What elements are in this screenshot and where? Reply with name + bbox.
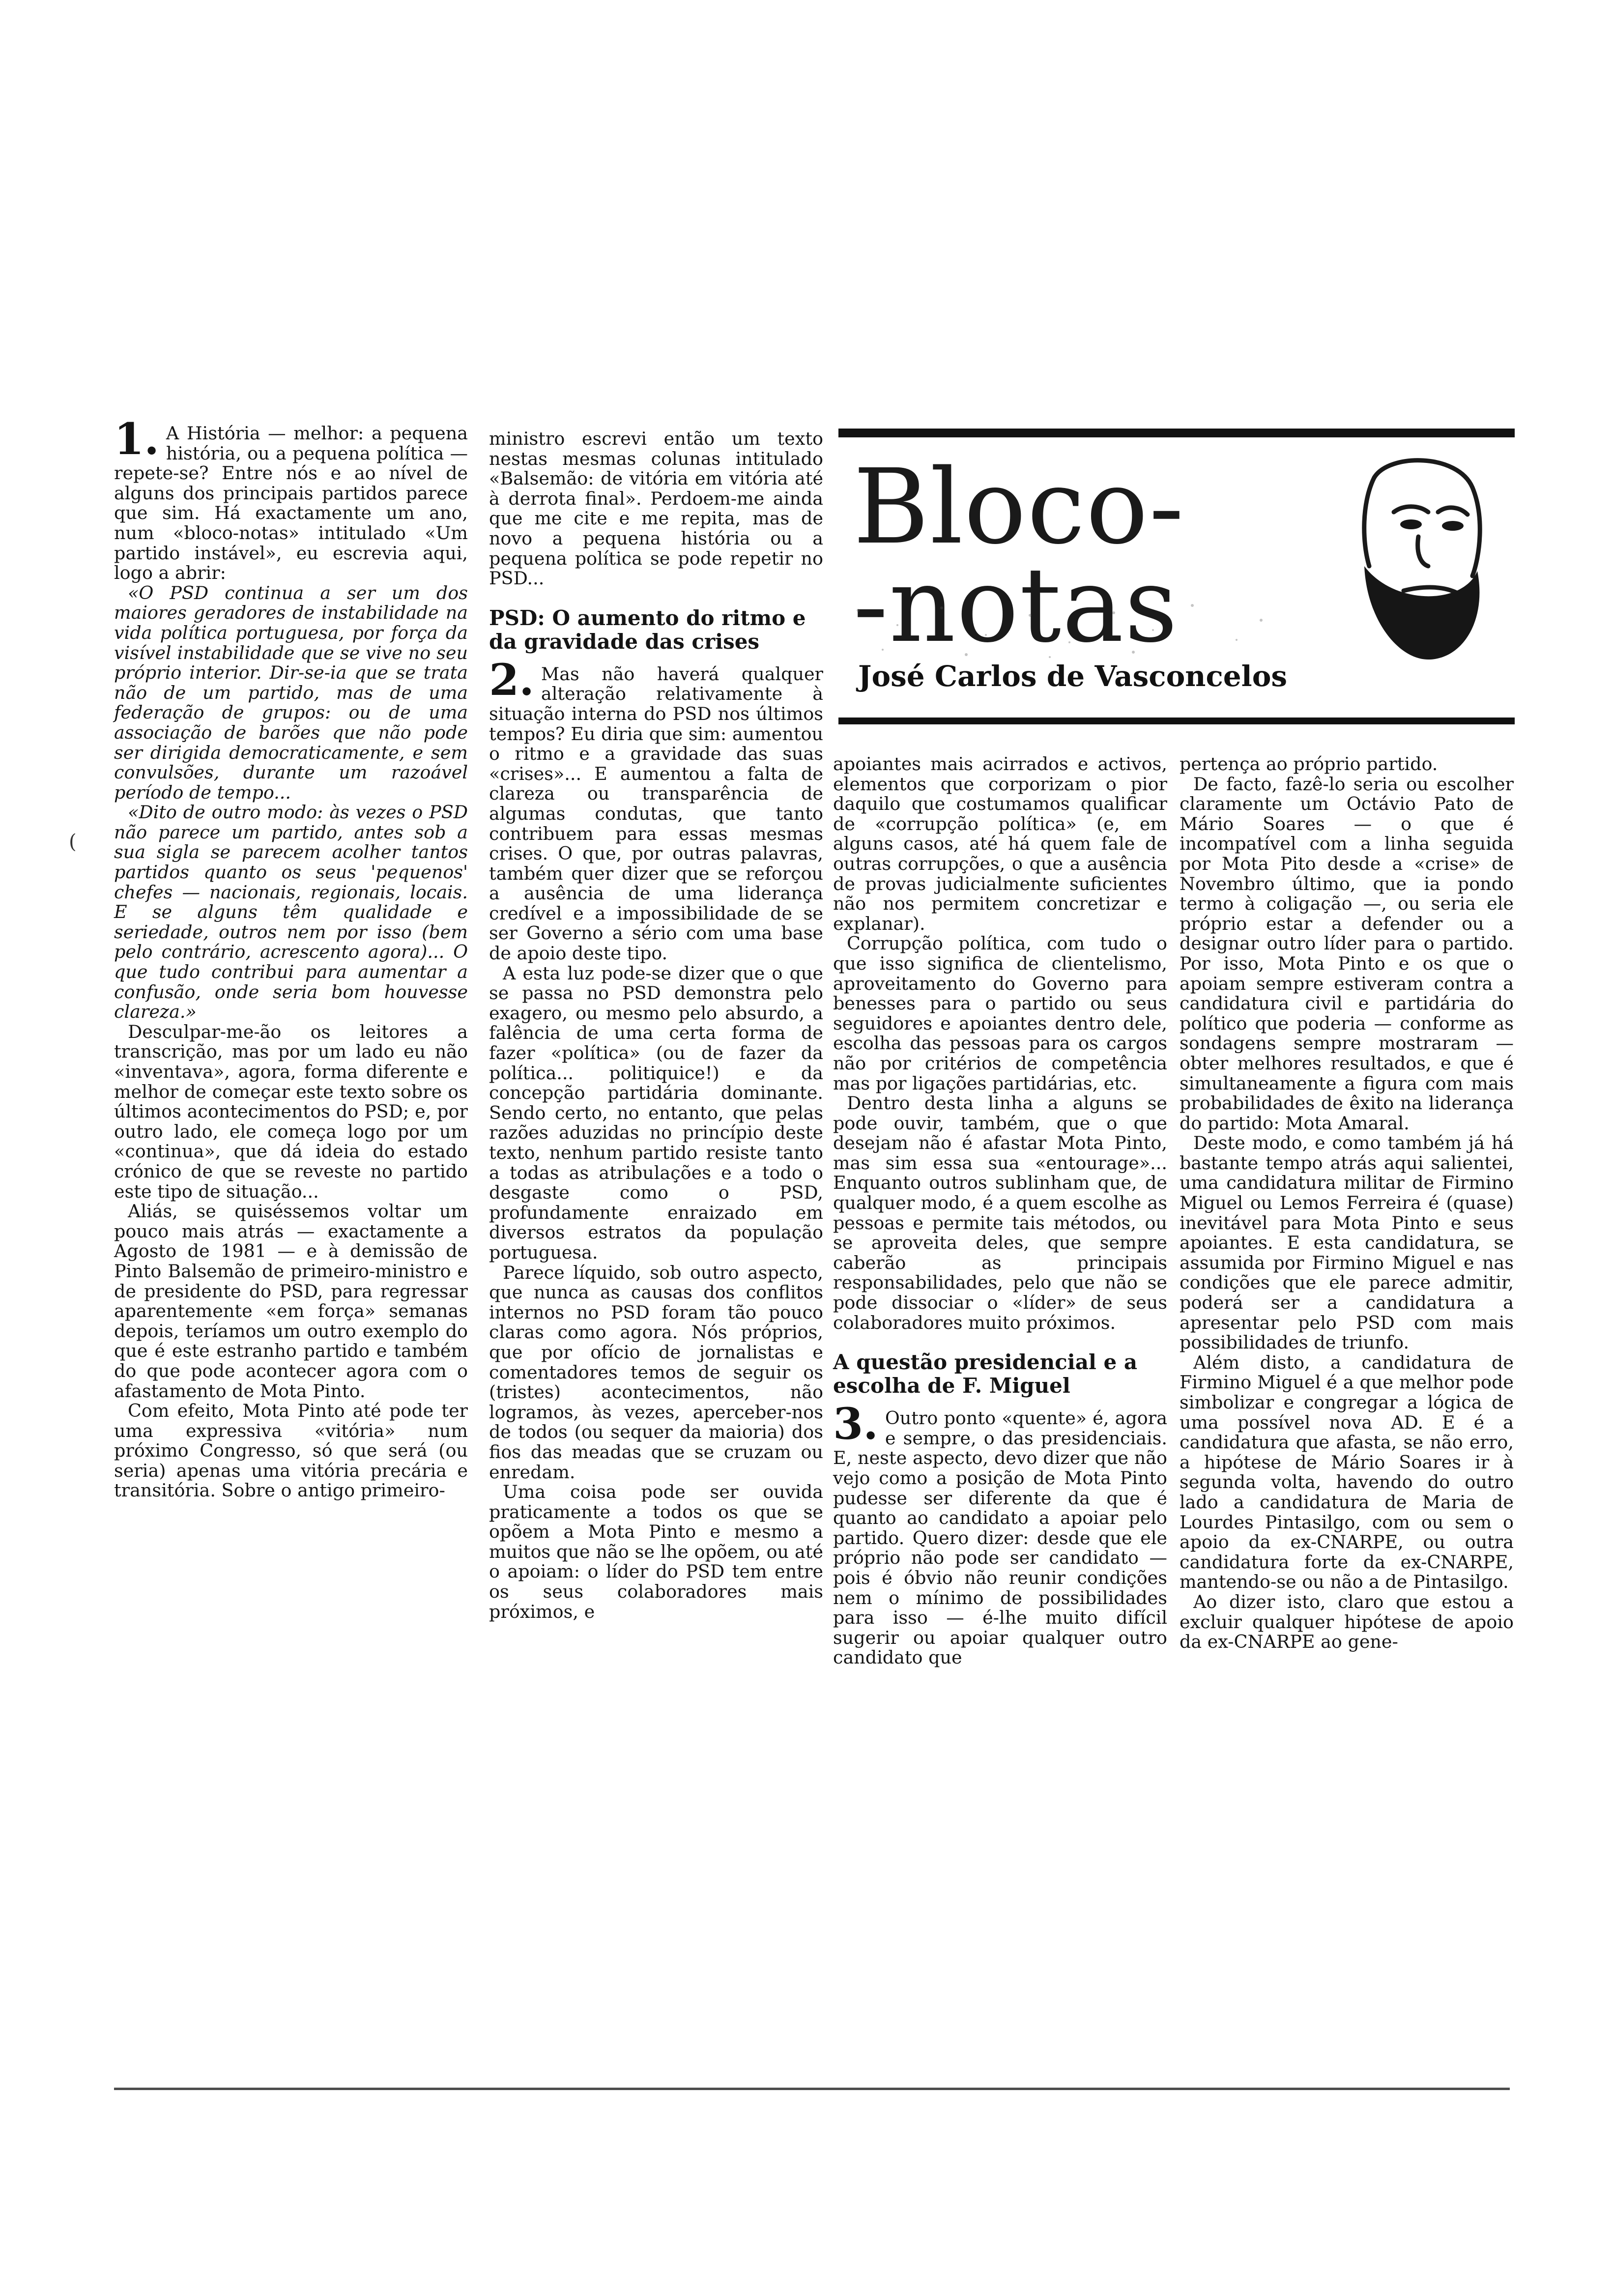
column-masthead: [838, 424, 1515, 738]
paragraph: Com efeito, Mota Pinto até pode ter uma expressiva «vitória» num próximo Congresso, só que será (ou seria) apenas uma vitória precária e transitória. Sobre o antigo primeiro-: [114, 1400, 468, 1501]
paragraph: Parece líquido, sob outro aspecto, que nunca as causas dos conflitos internos no PSD foram tão pouco claras como agora. Nós próprios, que por ofício de jornalistas e comentadores temos de seguir os (tristes) acontecimentos, não logramos, às vezes, aperceber-nos de todos (ou sequer da maioria) dos fios das meadas que se cruzam ou enredam.: [489, 1262, 823, 1483]
section-heading: PSD: O aumento do ritmo e da gravidade das crises: [489, 605, 806, 654]
section-number: 1.: [114, 413, 159, 464]
paragraph: Dentro desta linha a alguns se pode ouvir, também, que o que desejam não é afastar Mota Pinto, mas sim essa sua «entourage»... Enquanto outros sublinham que, de qualquer modo, é a quem escolhe as pessoas e permite tais métodos, ou se aproveita deles, que sempre caberão as principais responsabilidades, pelo que não se pode dissociar o «líder» de seus colaboradores muito próximos.: [833, 1092, 1167, 1333]
paragraph: Ao dizer isto, claro que estou a excluir qualquer hipótese de apoio da ex-CNARPE ao gene-: [1180, 1591, 1514, 1653]
masthead-title-line1: Bloco-: [853, 447, 1185, 567]
paragraph-text: A História — melhor: a pequena história, ou a pequena política — repete-se? Entre nós e ao nível de alguns dos principais partidos parece que sim. Há exactamente um ano, num «bloco-notas» intitulado «Um partido instável», eu escrevia aqui, logo a abrir:: [114, 423, 468, 584]
masthead-title-line2: -notas: [853, 545, 1179, 665]
paragraph: [114, 413, 468, 584]
author-portrait-sketch: [1315, 443, 1507, 674]
article-column-2: [489, 429, 823, 2090]
paragraph: Uma coisa pode ser ouvida praticamente a todos os que se opõem a Mota Pinto e mesmo a muitos que não se lhe opõem, ou até o apoiam: o líder do PSD tem entre os seus colaboradores mais próximos, e: [489, 1481, 823, 1622]
page-bottom-rule: [114, 2088, 1510, 2090]
paragraph: ministro escrevi então um texto nestas mesmas colunas intitulado «Balsemão: de vitória em vitória até à derrota final». Perdoem-me ainda que me cite e me repita, mas de novo a pequena história ou a pequena política se pode repetir no PSD...: [489, 428, 823, 589]
section-number: 2.: [489, 654, 534, 705]
article-column-4: [1180, 754, 1514, 2081]
paragraph: apoiantes mais acirrados e activos, elementos que corporizam o pior daquilo que costumamos qualificar de «corrupção política» (e, em alguns casos, até há quem fale de outras corrupções, o que a ausência de provas judicialmente suficientes não nos permitem concretizar e explanar).: [833, 753, 1167, 934]
masthead-top-rule: [838, 429, 1515, 437]
quotation: «O PSD continua a ser um dos maiores geradores de instabilidade na vida política portuguesa, por força da visível instabilidade que se vive no seu próprio interior. Dir-se-ia que se trata não de um partido, mas de uma federação de grupos: ou de uma associação de barões que não pode ser dirigida democraticamente, e sem convulsões, durante um razoável período de tempo...: [114, 582, 468, 803]
paragraph: Além disto, a candidatura de Firmino Miguel é a que melhor pode simbolizar e congregar a lógica de uma possível nova AD. E é a candidatura que afasta, se não erro, a hipótese de Mário Soares ir à segunda volta, havendo do outro lado a candidatura de Maria de Lourdes Pintasilgo, com ou sem o apoio da ex-CNARPE, ou outra candidatura forte da ex-CNARPE, mantendo-se ou não a de Pintasilgo.: [1180, 1351, 1514, 1593]
halftone-texture: [838, 596, 1281, 664]
paragraph-text: Outro ponto «quente» é, agora e sempre, o das presidenciais. E, neste aspecto, devo dizer que não vejo como a posição de Mota Pinto pudesse ser diferente da que é quanto ao candidato a apoiar pelo partido. Quero dizer: desde que ele próprio não pode ser candidato — pois é óbvio não reunir condições nem o mínimo de possibilidades para isso — é-lhe muito difícil sugerir ou apoiar qualquer outro candidato que: [833, 1407, 1167, 1668]
section-heading: A questão presidencial e a escolha de F. Miguel: [833, 1350, 1138, 1398]
stray-margin-mark: (: [69, 831, 77, 853]
quotation: «Dito de outro modo: às vezes o PSD não parece um partido, antes sob a sua sigla se parecem acolher tantos partidos quanto os seus 'pequenos' chefes — nacionais, regionais, locais. E se alguns têm qualidade e seriedade, outros nem por isso (bem pelo contrário, acrescento agora)... O que tudo contribui para aumentar a confusão, onde seria bom houvesse clareza.»: [114, 802, 468, 1023]
paragraph: [833, 1398, 1167, 1668]
paragraph: A esta luz pode-se dizer que o que se passa no PSD demonstra pelo exagero, ou mesmo pelo absurdo, a falência de uma certa forma de fazer «política» (ou de fazer da política... politiquice!) e da concepção partidária dominante. Sendo certo, no entanto, que pelas razões aduzidas no princípio deste texto, nenhum partido resiste tanto a todas as atribulações e a todo o desgaste como o PSD, profundamente enraizado em diversos estratos da população portuguesa.: [489, 962, 823, 1263]
paragraph: Desculpar-me-ão os leitores a transcrição, mas por um lado eu não «inventava», agora, forma diferente e melhor de começar este texto sobre os últimos acontecimentos do PSD; e, por outro lado, ele começa logo por um «continua», que dá ideia do estado crónico de que se reveste no partido este tipo de situação...: [114, 1021, 468, 1202]
masthead-bottom-rule: [838, 718, 1515, 724]
section-number: 3.: [833, 1398, 878, 1450]
article-column-1: [114, 413, 468, 2085]
paragraph: De facto, fazê-lo seria ou escolher claramente um Octávio Pato de Mário Soares — o que é incompatível com a linha seguida por Mota Pito desde a «crise» de Novembro último, que ia pondo termo à coligação —, ou seria ele próprio estar a defender ou a designar outro líder para o partido. Por isso, Mota Pinto e os que o apoiam sempre estiveram contra a candidatura civil e partidária do político que poderia — conforme as sondagens sempre mostraram — obter melhores resultados, e que é simultaneamente a figura com mais probabilidades de êxito na liderança do partido: Mota Amaral.: [1180, 773, 1514, 1134]
paragraph: Corrupção política, com tudo o que isso significa de clientelismo, aproveitamento do Governo para benesses para o partido ou seus seguidores e apoiantes dentro dele, escolha das pessoas para os cargos não por critérios de competência mas por ligações partidárias, etc.: [833, 933, 1167, 1094]
paragraph: Deste modo, e como também já há bastante tempo atrás aqui salientei, uma candidatura militar de Firmino Miguel ou Lemos Ferreira é (quase) inevitável para Mota Pinto e seus apoiantes. E esta candidatura, se assumida por Firmino Miguel e nas condições que ele parece admitir, poderá ser a candidatura a apresentar pelo PSD com mais possibilidades de triunfo.: [1180, 1132, 1514, 1353]
paragraph-text: Mas não haverá qualquer alteração relativamente à situação interna do PSD nos últimos tempos? Eu diria que sim: aumentou o ritmo e a gravidade das suas «crises»... E aumentou a falta de clareza ou transparência de algumas condutas, que tanto contribuem para essas mesmas crises. O que, por outras palavras, também quer dizer que se reforçou a ausência de uma liderança credível e a impossibilidade de se ser Governo a sério com uma base de apoio deste tipo.: [489, 663, 823, 964]
masthead-byline: José Carlos de Vasconcelos: [858, 660, 1288, 693]
paragraph: Aliás, se quiséssemos voltar um pouco mais atrás — exactamente a Agosto de 1981 — e à demissão de Pinto Balsemão de primeiro-ministro e de presidente do PSD, para regressar aparentemente «em força» semanas depois, teríamos um outro exemplo do que é este estranho partido e também do que pode acontecer agora com o afastamento de Mota Pinto.: [114, 1201, 468, 1402]
paragraph: [489, 654, 823, 964]
paragraph: pertença ao próprio partido.: [1180, 753, 1438, 775]
article-column-3: [833, 754, 1167, 2081]
